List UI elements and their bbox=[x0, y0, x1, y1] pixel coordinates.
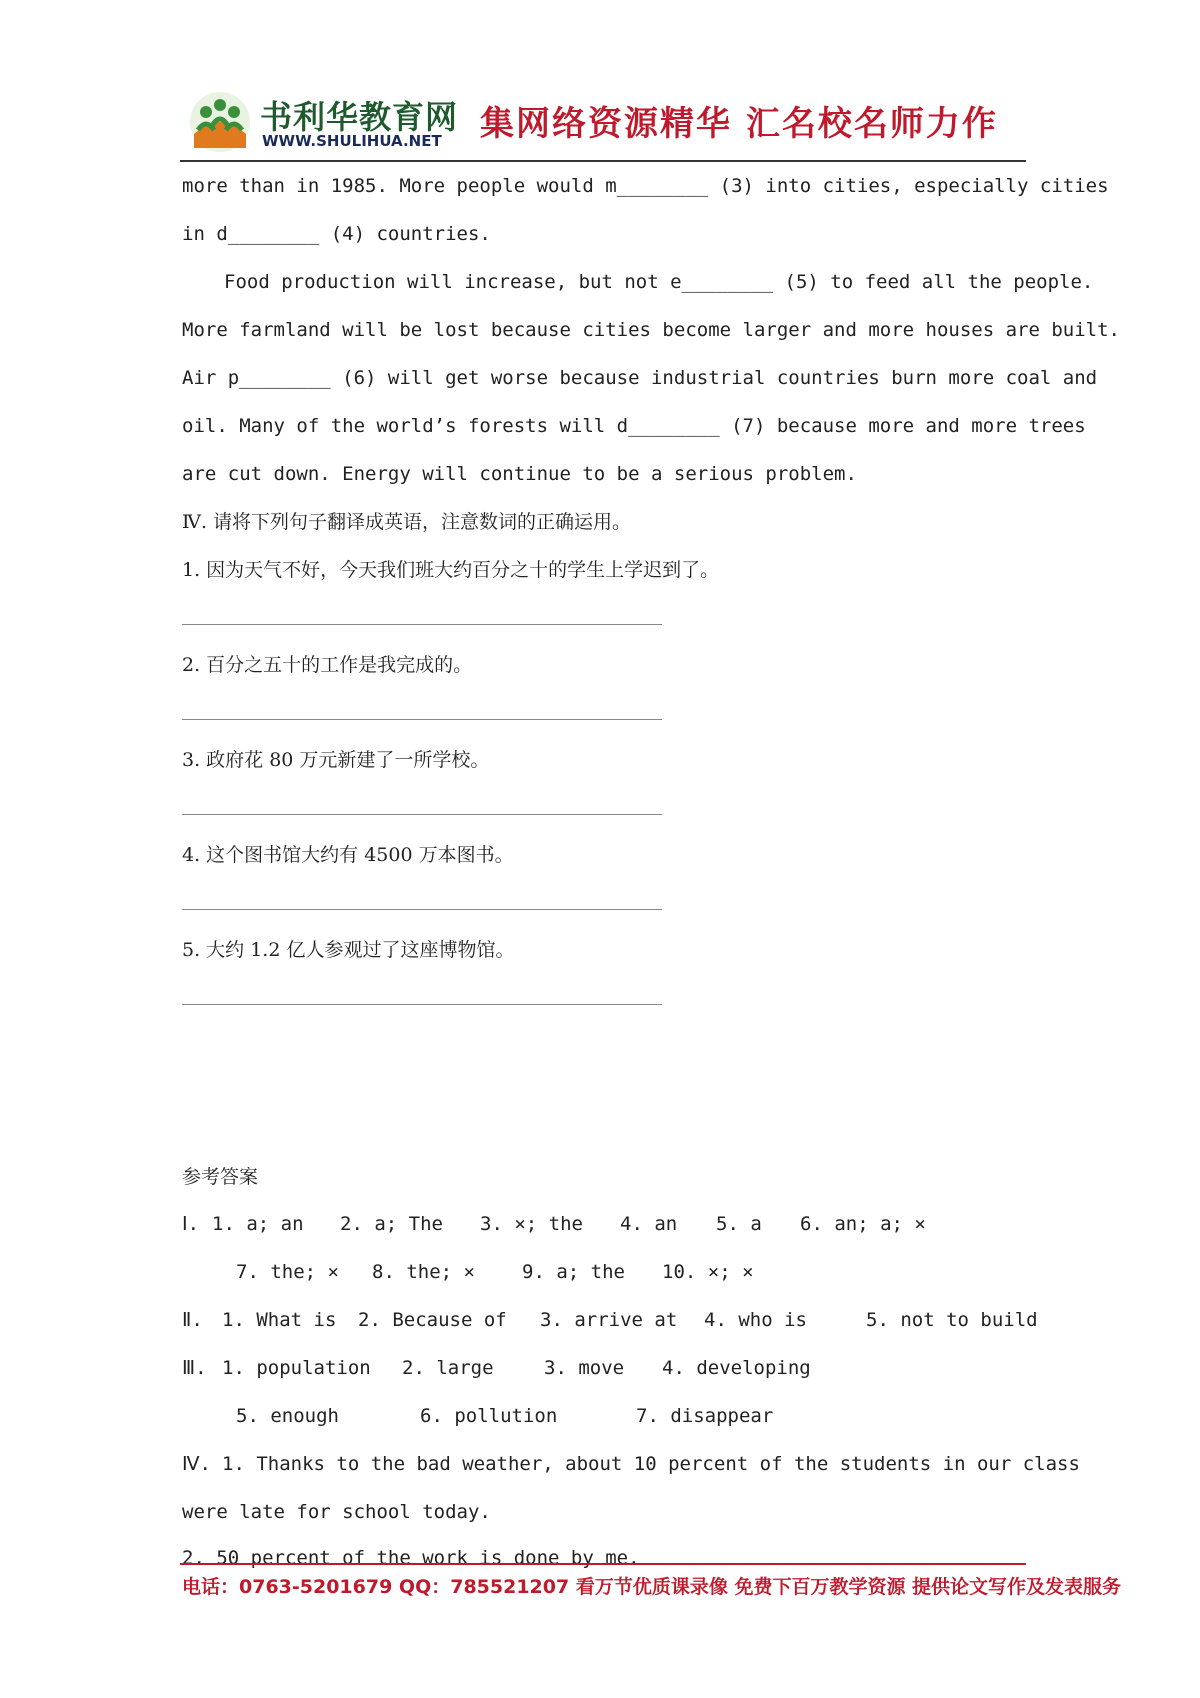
footer-contact: 电话：0763-5201679 QQ：785521207 看万节优质课录像 免费下百万教学资源 提供论文写作及发表服务 bbox=[182, 1576, 1122, 1598]
answer-item: 10. ×; × bbox=[662, 1261, 754, 1283]
answer-item: 3. arrive at bbox=[540, 1309, 678, 1331]
answer-item: 6. an; a; × bbox=[800, 1213, 926, 1235]
answer-item: 5. a bbox=[716, 1213, 762, 1235]
answer-item: 4. developing bbox=[662, 1357, 811, 1379]
answer-section-label: Ⅰ. bbox=[182, 1213, 200, 1235]
answer-item: 2. a; The bbox=[340, 1213, 443, 1235]
answer-item: 1. population bbox=[222, 1357, 371, 1379]
brand-name: 书利华教育网 bbox=[260, 98, 459, 136]
passage-line: Air p________ (6) will get worse because industrial countries burn more coal and bbox=[182, 367, 1098, 389]
answer-section-label: Ⅱ. bbox=[182, 1309, 203, 1331]
answer-item: 2. large bbox=[402, 1357, 494, 1379]
section-title: Ⅳ. 请将下列句子翻译成英语，注意数词的正确运用。 bbox=[182, 511, 632, 533]
answer-item: 3. move bbox=[544, 1357, 625, 1379]
passage-line: More farmland will be lost because cities become larger and more houses are built. bbox=[182, 319, 1120, 341]
footer-divider bbox=[180, 1563, 1026, 1565]
answer-blank[interactable] bbox=[182, 719, 662, 720]
passage-line: in d________ (4) countries. bbox=[182, 223, 491, 245]
answer-section-label: Ⅳ. bbox=[182, 1453, 211, 1475]
answer-item: 4. who is bbox=[704, 1309, 807, 1331]
answer-item: 8. the; × bbox=[372, 1261, 475, 1283]
answer-blank[interactable] bbox=[182, 1004, 662, 1005]
answer-item: 9. a; the bbox=[522, 1261, 625, 1283]
answer-item: were late for school today. bbox=[182, 1501, 491, 1523]
passage-line: Food production will increase, but not e________ (5) to feed all the people. bbox=[224, 271, 1094, 293]
answer-item: 4. an bbox=[620, 1213, 678, 1235]
answer-item: 3. ×; the bbox=[480, 1213, 583, 1235]
question-item: 2. 百分之五十的工作是我完成的。 bbox=[182, 654, 473, 676]
answer-item: 1. What is bbox=[222, 1309, 337, 1331]
header-slogan: 集网络资源精华 汇名校名师力作 bbox=[480, 104, 998, 144]
answer-item: 1. a; an bbox=[212, 1213, 304, 1235]
question-item: 3. 政府花 80 万元新建了一所学校。 bbox=[182, 749, 490, 771]
answers-title: 参考答案 bbox=[182, 1166, 259, 1188]
question-item: 1. 因为天气不好，今天我们班大约百分之十的学生上学迟到了。 bbox=[182, 559, 720, 581]
brand-url: WWW.SHULIHUA.NET bbox=[262, 132, 442, 150]
passage-line: more than in 1985. More people would m________ (3) into cities, especially cities bbox=[182, 175, 1109, 197]
passage-line: are cut down. Energy will continue to be a serious problem. bbox=[182, 463, 857, 485]
answer-item: 6. pollution bbox=[420, 1405, 558, 1427]
passage-line: oil. Many of the world’s forests will d________ (7) because more and more trees bbox=[182, 415, 1086, 437]
site-header bbox=[180, 86, 1020, 156]
answer-blank[interactable] bbox=[182, 909, 662, 910]
logo-icon bbox=[188, 90, 252, 154]
answer-item: 2. Because of bbox=[358, 1309, 507, 1331]
answer-item: 5. enough bbox=[236, 1405, 339, 1427]
answer-item: 7. the; × bbox=[236, 1261, 339, 1283]
answer-section-label: Ⅲ. bbox=[182, 1357, 207, 1379]
question-item: 5. 大约 1.2 亿人参观过了这座博物馆。 bbox=[182, 939, 515, 961]
header-divider bbox=[180, 160, 1026, 162]
question-item: 4. 这个图书馆大约有 4500 万本图书。 bbox=[182, 844, 514, 866]
answer-item: 1. Thanks to the bad weather, about 10 percent of the students in our class bbox=[222, 1453, 1080, 1475]
answer-item: 7. disappear bbox=[636, 1405, 774, 1427]
answer-blank[interactable] bbox=[182, 814, 662, 815]
answer-item: 5. not to build bbox=[866, 1309, 1038, 1331]
answer-item: 2. 50 percent of the work is done by me. bbox=[182, 1547, 640, 1569]
answer-blank[interactable] bbox=[182, 624, 662, 625]
